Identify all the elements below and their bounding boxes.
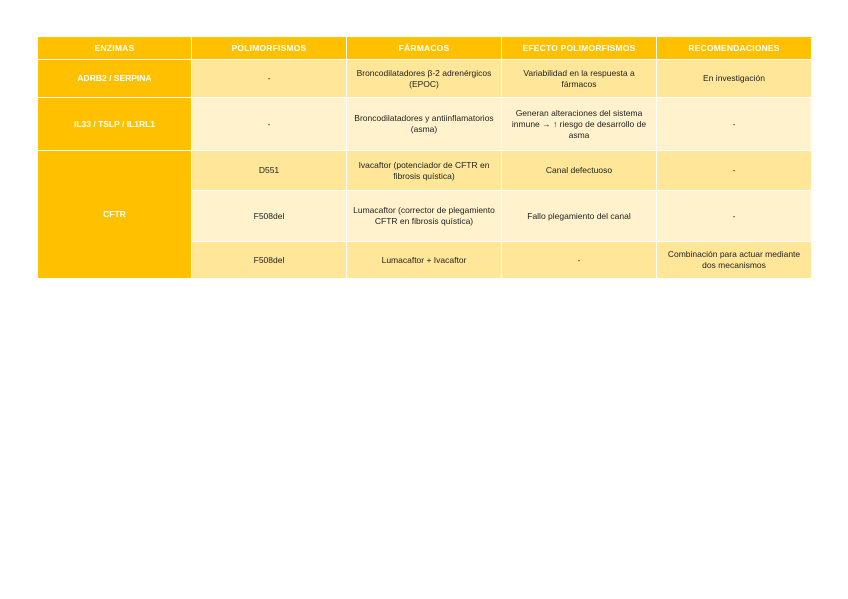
polimorfismo-cell: - [192,60,347,98]
recomendacion-cell: En investigación [657,60,812,98]
farmaco-cell: Lumacaftor (corrector de plegamiento CFTR en fibrosis quística) [347,191,502,242]
enzima-cell: IL33 / TSLP / IL1RL1 [38,98,192,151]
polimorfismo-cell: - [192,98,347,151]
recomendacion-cell: - [657,151,812,191]
farmaco-cell: Lumacaftor + Ivacaftor [347,242,502,279]
pharmacogenomics-table [37,36,812,279]
polimorfismo-cell: F508del [192,191,347,242]
table-row [38,151,812,191]
enzima-cell: CFTR [38,151,192,279]
efecto-cell: Variabilidad en la respuesta a fármacos [502,60,657,98]
polimorfismo-cell: D551 [192,151,347,191]
header-farmacos: FÁRMACOS [347,37,502,60]
header-row [38,37,812,60]
header-efecto: EFECTO POLIMORFISMOS [502,37,657,60]
farmaco-cell: Broncodilatadores β-2 adrenérgicos (EPOC) [347,60,502,98]
header-recomendaciones: RECOMENDACIONES [657,37,812,60]
recomendacion-cell: Combinación para actuar mediante dos mecanismos [657,242,812,279]
farmaco-cell: Ivacaftor (potenciador de CFTR en fibrosis quística) [347,151,502,191]
enzima-cell: ADRB2 / SERPINA [38,60,192,98]
header-polimorfismos: POLIMORFISMOS [192,37,347,60]
efecto-cell: Fallo plegamiento del canal [502,191,657,242]
efecto-cell: Generan alteraciones del sistema inmune → ↑ riesgo de desarrollo de asma [502,98,657,151]
header-enzimas: ENZIMAS [38,37,192,60]
efecto-cell: - [502,242,657,279]
table-row [38,60,812,98]
polimorfismo-cell: F508del [192,242,347,279]
recomendacion-cell: - [657,98,812,151]
recomendacion-cell: - [657,191,812,242]
farmaco-cell: Broncodilatadores y antiinflamatorios (asma) [347,98,502,151]
efecto-cell: Canal defectuoso [502,151,657,191]
table-row [38,98,812,151]
